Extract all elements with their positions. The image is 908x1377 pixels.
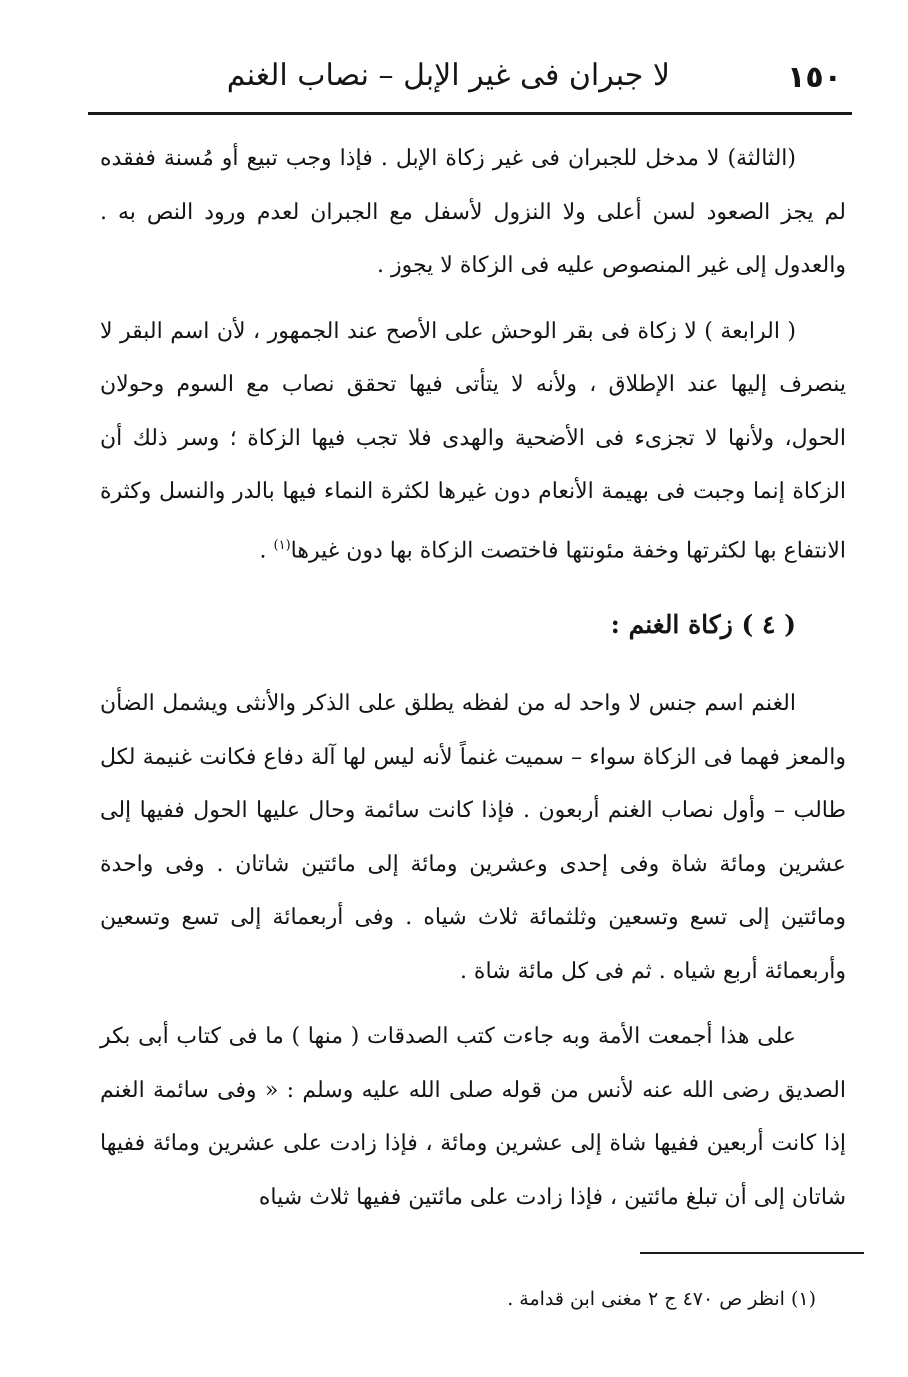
page-body [100, 132, 846, 1224]
paragraph-fourth-ruling-text: ( الرابعة ) لا زكاة فى بقر الوحش على الأصح عند الجمهور ، لأن اسم البقر لا ينصرف إليها عند الإطلاق ، ولأنه لا يتأتى فيها تحقق نصاب مع السوم وحولان الحول، ولأنها لا تجزىء فى الأضحية والهدى فلا تجب فيها الزكاة ؛ وسر ذلك أن الزكاة إنما وجبت فى بهيمة الأنعام دون غيرها لكثرة النماء فيها بالدر والنسل وكثرة الانتفاع بها لكثرتها وخفة مئونتها فاختصت الزكاة بها دون غيرها [100, 318, 846, 563]
paragraph-fourth-ruling-end: . [259, 537, 274, 563]
paragraph-sheep-definition: الغنم اسم جنس لا واحد له من لفظه يطلق على الذكر والأنثى ويشمل الضأن والمعز فهما فى الزكاة سواء – سميت غنماً لأنه ليس لها آلة دفاع فكانت غنيمة لكل طالب – وأول نصاب الغنم أربعون . فإذا كانت سائمة وحال عليها الحول ففيها إلى عشرين ومائة شاة وفى إحدى وعشرين ومائة إلى مائتين شاتان . وفى واحدة ومائتين إلى تسع وتسعين وثلثمائة ثلاث شياه . وفى أربعمائة إلى تسع وتسعين وأربعمائة أربع شياه . ثم فى كل مائة شاة . [100, 691, 846, 984]
header-rule [88, 112, 852, 115]
running-title: لا جبران فى غير الإبل – نصاب الغنم [226, 58, 670, 93]
footnote: (١) انظر ص ٤٧٠ ج ٢ مغنى ابن قدامة . [507, 1288, 816, 1310]
page-number: ١٥٠ [787, 60, 842, 95]
paragraph-fourth-ruling [100, 305, 846, 578]
section-heading: ( ٤ ) زكاة الغنم : [610, 610, 796, 640]
footnote-marker: (١) [273, 537, 291, 553]
page-header [90, 52, 850, 102]
paragraph-consensus: على هذا أجمعت الأمة وبه جاءت كتب الصدقات ( منها ) ما فى كتاب أبى بكر الصديق رضى الله عنه لأنس من قوله صلى الله عليه وسلم : « وفى سائمة الغنم إذا كانت أربعين ففيها شاة إلى عشرين ومائة ، فإذا زادت على عشرين ومائة ففيها شاتان إلى أن تبلغ مائتين ، فإذا زادت على مائتين ففيها ثلاث شياه [100, 1024, 846, 1210]
paragraph-third-ruling: (الثالثة) لا مدخل للجبران فى غير زكاة الإبل . فإذا وجب تبيع أو مُسنة ففقده لم يجز الصعود لسن أعلى ولا النزول لأسفل مع الجبران لعدم ورود النص به . والعدول إلى غير المنصوص عليه فى الزكاة لا يجوز . [100, 146, 846, 278]
footnote-rule [640, 1252, 864, 1254]
